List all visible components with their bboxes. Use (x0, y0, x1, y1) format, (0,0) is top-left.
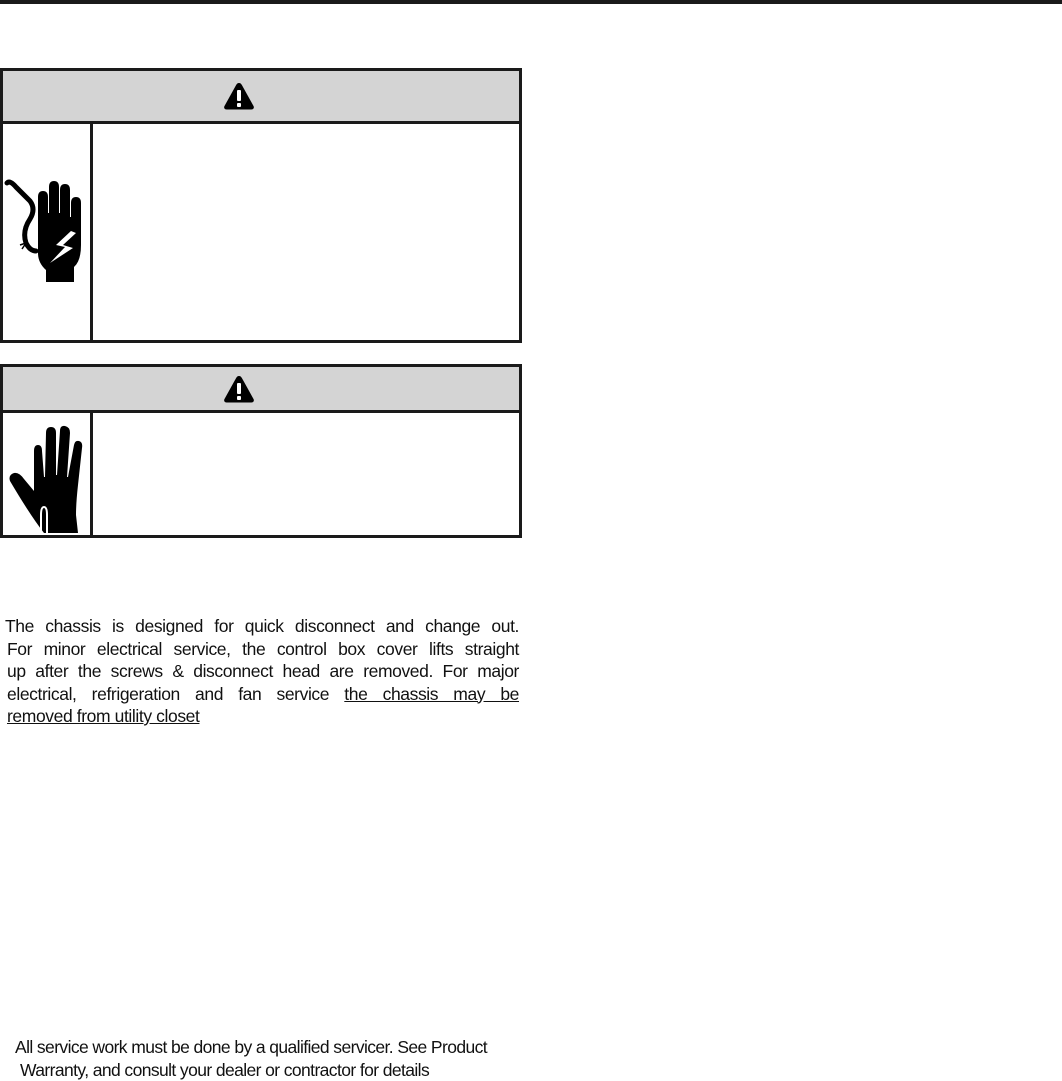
underlined-text: the chassis may be (344, 683, 520, 704)
warning-header (3, 71, 519, 124)
qualified-servicer-paragraph (15, 1036, 519, 1081)
electrical-shock-hand-icon (4, 175, 90, 290)
paragraph-line: The chassis is designed for quick disconnect and change out. (5, 616, 519, 636)
top-rule (0, 0, 1062, 4)
warning-body (3, 413, 519, 535)
warning-header (3, 367, 519, 413)
electrical-warning-box (0, 68, 522, 343)
warning-triangle-icon (223, 374, 255, 404)
warning-icon-cell (3, 124, 93, 340)
warning-text-cell (93, 413, 519, 535)
chassis-service-paragraph (7, 615, 519, 728)
paragraph-line (7, 683, 519, 706)
paragraph-line (7, 705, 519, 728)
paragraph-line: For minor electrical service, the control box cover lifts straight (7, 638, 519, 659)
paragraph-text: electrical, refrigeration and fan service (7, 683, 345, 704)
warning-body (3, 124, 519, 340)
underlined-text: removed from utility closet (7, 706, 200, 726)
warning-text-cell (93, 124, 519, 340)
cut-hand-icon (4, 415, 90, 533)
paragraph-line: All service work must be done by a qualified servicer. See Product (15, 1037, 488, 1057)
cut-hazard-warning-box (0, 364, 522, 538)
paragraph-line: Warranty, and consult your dealer or contractor for details (20, 1059, 430, 1080)
warning-triangle-icon (223, 81, 255, 111)
paragraph-line: up after the screws & disconnect head are removed. For major (7, 661, 519, 681)
warning-icon-cell (3, 413, 93, 535)
